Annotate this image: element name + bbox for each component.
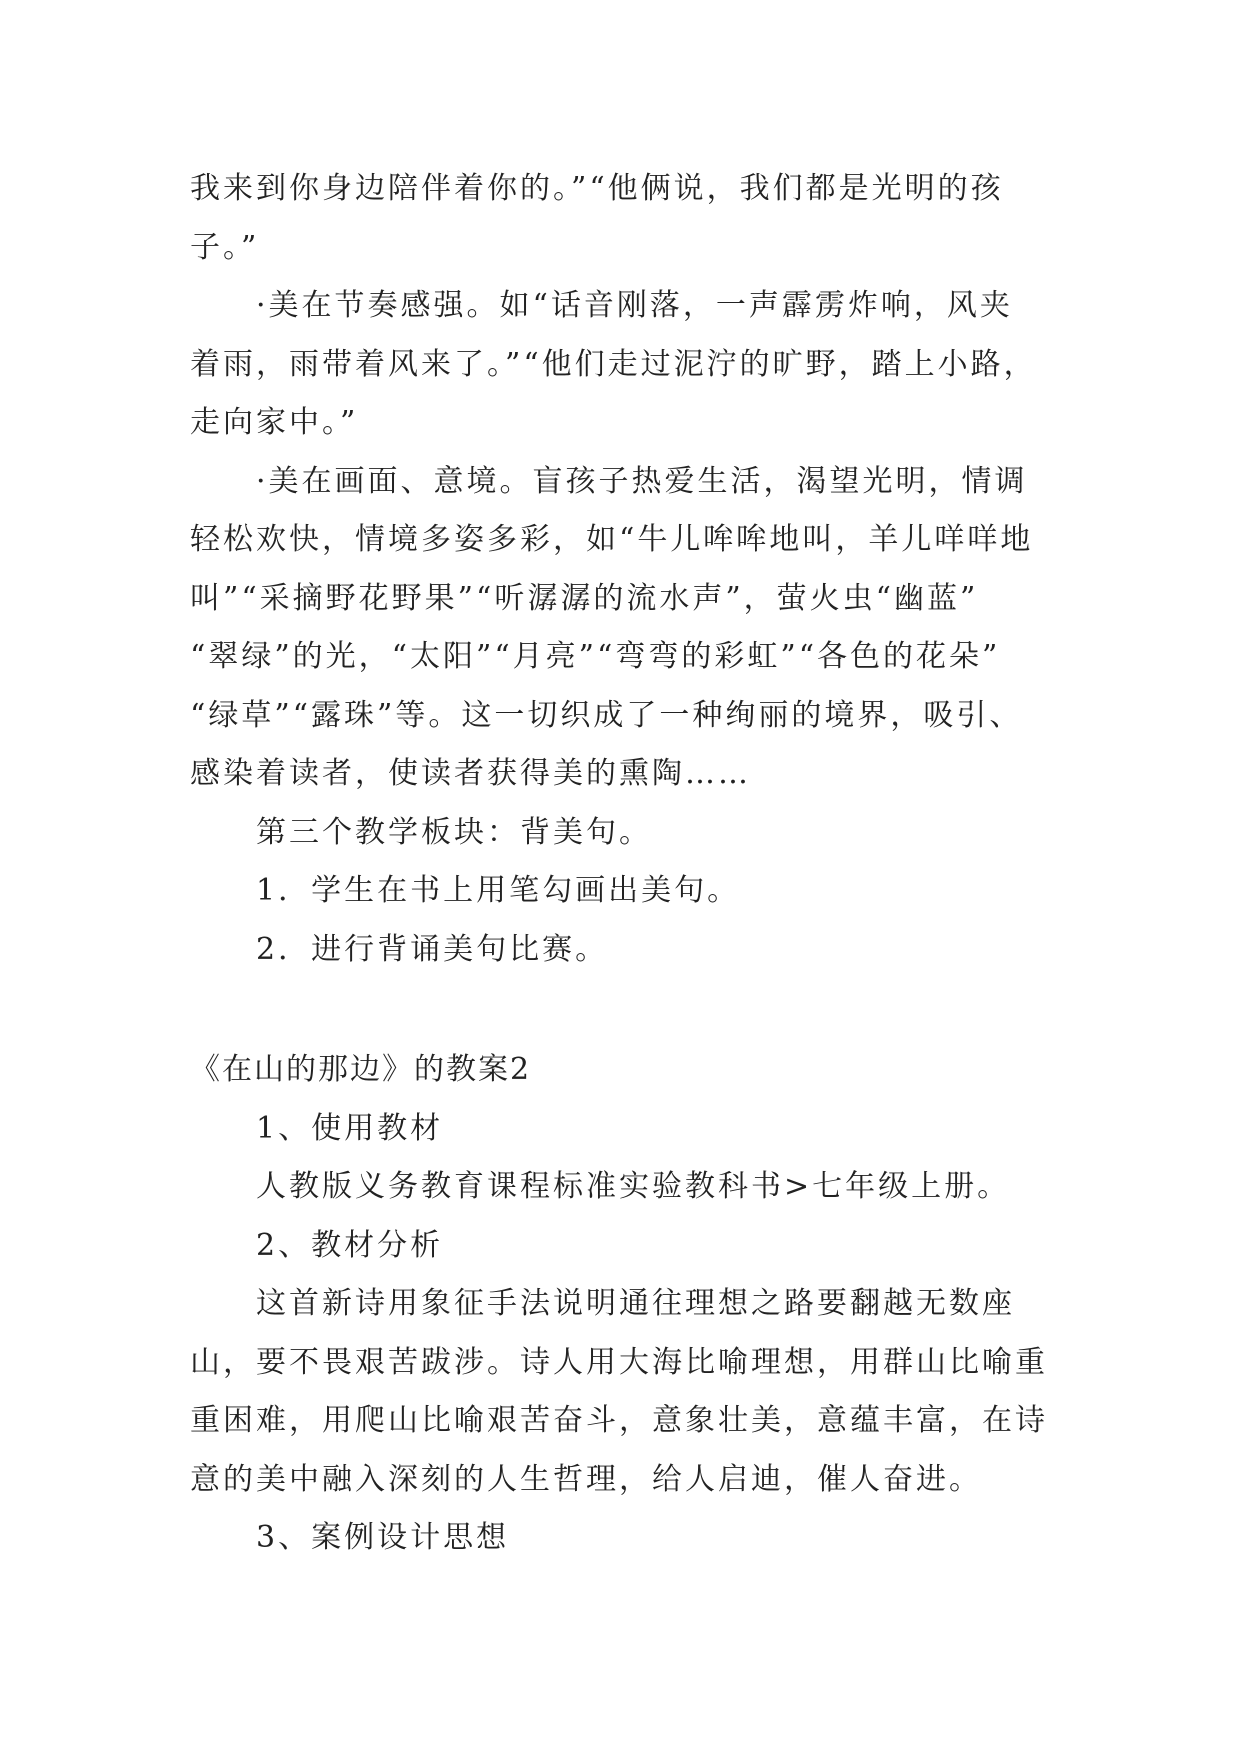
document-title: 《在山的那边》的教案2 xyxy=(190,1052,532,1087)
text-line: 着雨，雨带着风来了。”“他们走过泥泞的旷野，踏上小路， xyxy=(190,346,1037,382)
text-line: 山，要不畏艰苦跋涉。诗人用大海比喻理想，用群山比喻重 xyxy=(190,1344,1048,1380)
text-line: “翠绿”的光，“太阳”“月亮”“弯弯的彩虹”“各色的花朵” xyxy=(190,639,1001,674)
section-heading: 3、案例设计思想 xyxy=(256,1520,510,1555)
text-line: 人教版义务教育课程标准实验教科书>七年级上册。 xyxy=(256,1169,1011,1204)
text-line: ·美在节奏感强。如“话音刚落，一声霹雳炸响，风夹 xyxy=(256,288,1013,323)
text-line: “绿草”“露珠”等。这一切织成了一种绚丽的境界，吸引、 xyxy=(190,697,1023,733)
text-line: 感染着读者，使读者获得美的熏陶…… xyxy=(190,756,751,791)
section-heading: 1、使用教材 xyxy=(256,1110,444,1146)
section-heading: 2、教材分析 xyxy=(256,1227,444,1263)
text-line: 叫”“采摘野花野果”“听潺潺的流水声”，萤火虫“幽蓝” xyxy=(190,580,979,616)
document-page xyxy=(190,160,1070,1568)
list-item: 1．学生在书上用笔勾画出美句。 xyxy=(256,873,741,908)
text-line: 走向家中。” xyxy=(190,405,359,440)
text-line: 重困难，用爬山比喻艰苦奋斗，意象壮美，意蕴丰富，在诗 xyxy=(190,1403,1048,1438)
text-line: 意的美中融入深刻的人生哲理，给人启迪，催人奋进。 xyxy=(190,1461,982,1497)
text-line: 我来到你身边陪伴着你的。”“他俩说，我们都是光明的孩 xyxy=(190,171,1004,206)
list-item: 2．进行背诵美句比赛。 xyxy=(256,931,609,967)
text-line: 子。” xyxy=(190,229,260,265)
text-line: 这首新诗用象征手法说明通往理想之路要翻越无数座 xyxy=(256,1286,1015,1321)
section-heading: 第三个教学板块：背美句。 xyxy=(256,814,652,850)
paragraph-gap xyxy=(190,979,1070,1041)
text-line: ·美在画面、意境。盲孩子热爱生活，渴望光明，情调 xyxy=(256,463,1028,499)
text-line: 轻松欢快，情境多姿多彩，如“牛儿哞哞地叫，羊儿咩咩地 xyxy=(190,522,1034,557)
